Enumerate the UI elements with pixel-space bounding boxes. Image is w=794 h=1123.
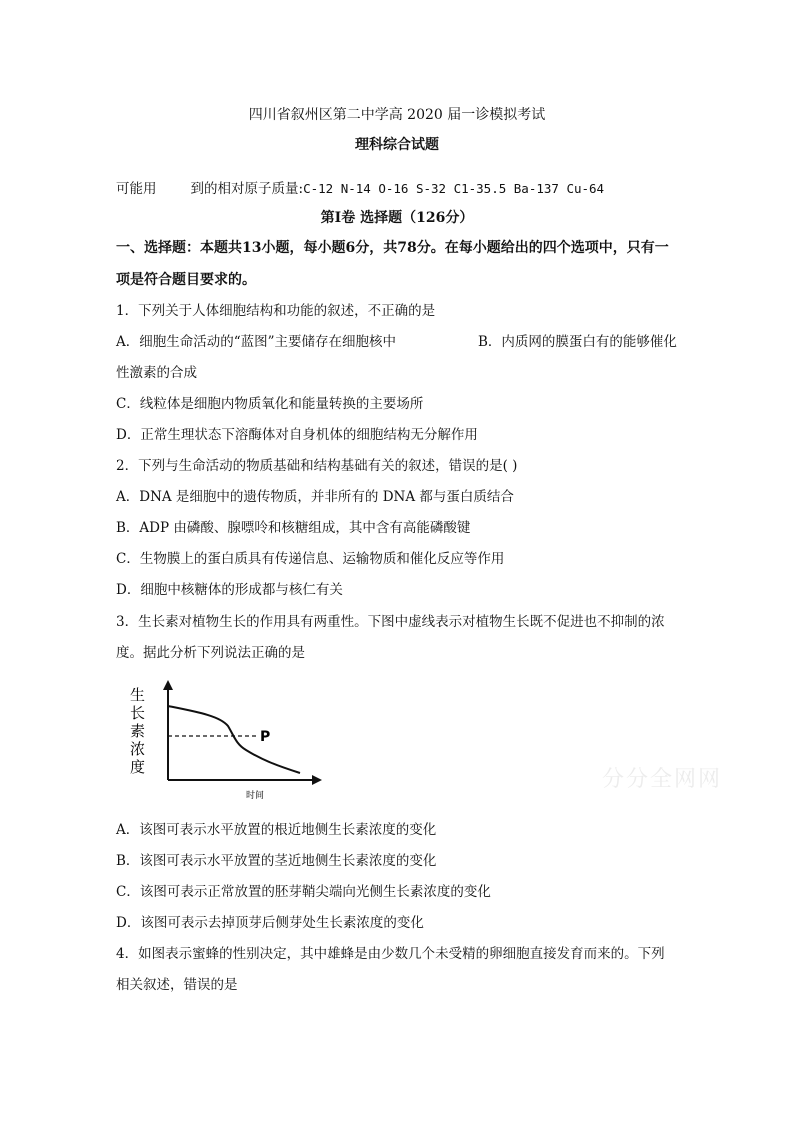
atomic-mass-text: 到的相对原子质量:: [190, 181, 304, 197]
atomic-mass-line: [116, 180, 604, 198]
figure-y-axis-arrow: [163, 680, 173, 690]
atomic-mass-label: 可能用: [116, 181, 157, 197]
atomic-mass-values: C-12 N-14 O-16 S-32 C1-35.5 Ba-137 Cu-64: [303, 181, 605, 196]
auxin-figure-svg: [118, 678, 328, 806]
question-1-option-b: B．内质网的膜蛋白有的能够催化: [478, 334, 677, 350]
exam-subtitle: 理科综合试题: [355, 137, 439, 153]
figure-xlabel: 时间: [246, 791, 265, 801]
question-3-stem-cont: 度。据此分析下列说法正确的是: [116, 645, 305, 661]
question-3-stem: 3．生长素对植物生长的作用具有两重性。下图中虚线表示对植物生长既不促进也不抑制的浓: [116, 614, 665, 630]
question-2-option-c: C．生物膜上的蛋白质具有传递信息、运输物质和催化反应等作用: [116, 551, 505, 567]
question-3-option-d: D．该图可表示去掉顶芽后侧芽处生长素浓度的变化: [116, 915, 424, 931]
question-4-stem: 4．如图表示蜜蜂的性别决定，其中雄蜂是由少数几个未受精的卵细胞直接发育而来的。下列: [116, 946, 665, 962]
question-3-option-c: C．该图可表示正常放置的胚芽鞘尖端向光侧生长素浓度的变化: [116, 884, 491, 900]
auxin-concentration-figure: [118, 678, 328, 806]
section-title: 第Ⅰ卷 选择题（126分）: [320, 210, 474, 226]
question-2-stem: 2．下列与生命活动的物质基础和结构基础有关的叙述，错误的是( ): [116, 458, 518, 474]
figure-x-axis-arrow: [312, 775, 322, 785]
watermark: 分分全网网: [602, 767, 723, 792]
exam-title: 四川省叙州区第二中学高 2020 届一诊模拟考试: [248, 107, 546, 123]
question-1-option-d: D．正常生理状态下溶酶体对自身机体的细胞结构无分解作用: [116, 427, 478, 443]
question-2-option-a: A．DNA 是细胞中的遗传物质，并非所有的 DNA 都与蛋白质结合: [116, 489, 514, 505]
figure-ylabel-char: 素: [130, 722, 146, 740]
section-instruction-cont: 项是符合题目要求的。: [116, 272, 256, 288]
question-2-option-b: B．ADP 由磷酸、腺嘌呤和核糖组成，其中含有高能磷酸键: [116, 520, 471, 536]
figure-concentration-curve: [168, 706, 300, 773]
question-3-option-a: A．该图可表示水平放置的根近地侧生长素浓度的变化: [116, 822, 437, 838]
question-1-option-b-cont: 性激素的合成: [116, 365, 197, 381]
question-4-stem-cont: 相关叙述，错误的是: [116, 977, 238, 993]
question-2-option-d: D．细胞中核糖体的形成都与核仁有关: [116, 582, 343, 598]
question-3-option-b: B．该图可表示水平放置的茎近地侧生长素浓度的变化: [116, 853, 437, 869]
figure-marker-p: P: [260, 729, 271, 745]
question-1-option-c: C．线粒体是细胞内物质氧化和能量转换的主要场所: [116, 396, 424, 412]
figure-ylabel-char: 长: [130, 704, 146, 722]
question-1-option-a: A．细胞生命活动的“蓝图”主要储存在细胞核中: [116, 334, 397, 350]
figure-ylabel-char: 度: [130, 758, 146, 776]
figure-ylabel-char: 浓: [130, 740, 146, 758]
question-1-stem: 1．下列关于人体细胞结构和功能的叙述，不正确的是: [116, 303, 436, 319]
figure-ylabel-char: 生: [130, 686, 146, 704]
section-instruction: 一、选择题：本题共13小题，每小题6分，共78分。在每小题给出的四个选项中，只有一: [116, 240, 669, 256]
